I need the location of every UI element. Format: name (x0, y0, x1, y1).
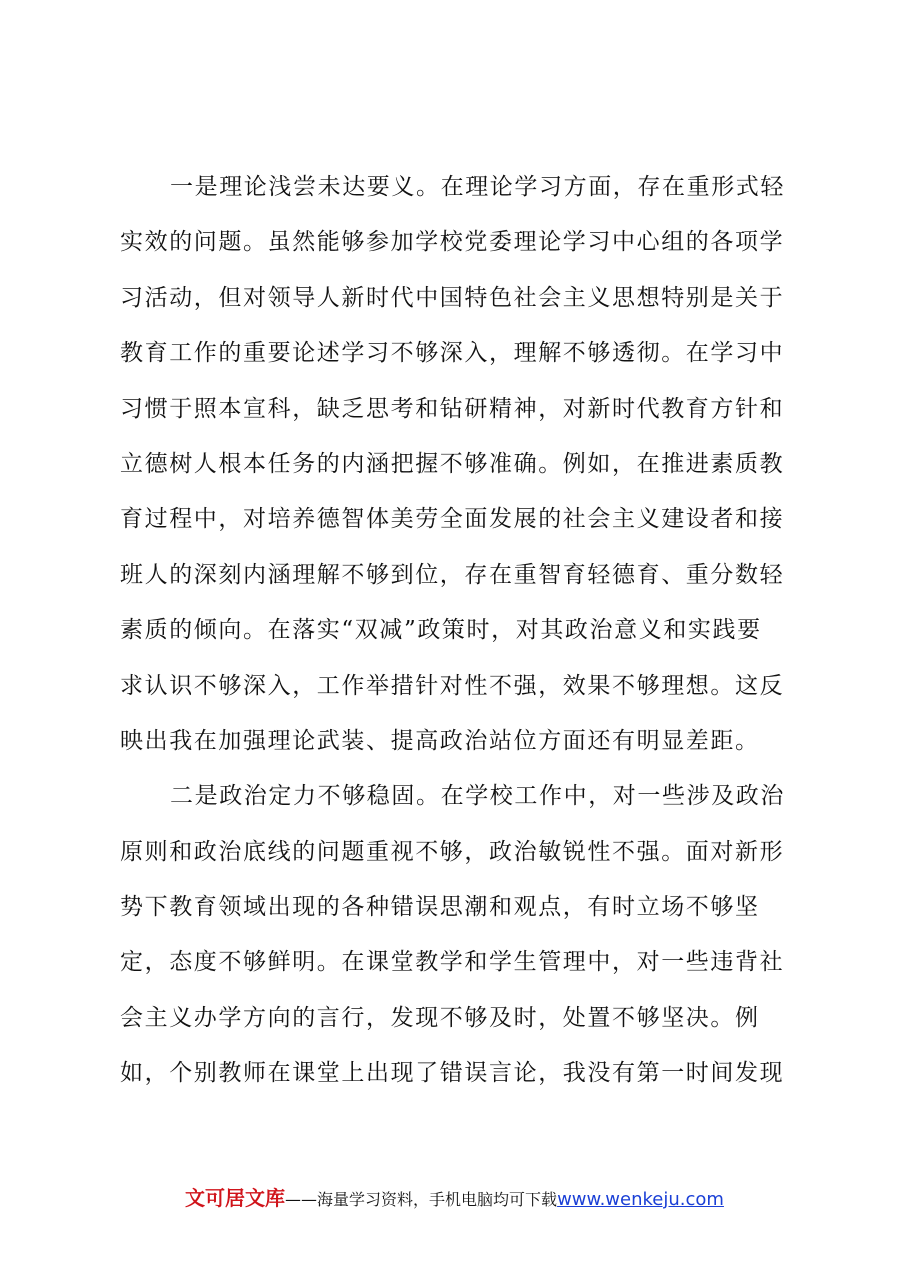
footer-slogan: ——海量学习资料，手机电脑均可下载 (285, 1190, 558, 1209)
paragraph-1-line: 实效的问题。虽然能够参加学校党委理论学习中心组的各项学 (120, 229, 785, 256)
paragraph-2-line: 会主义办学方向的言行，发现不够及时，处置不够坚决。例 (120, 1004, 760, 1031)
paragraph-1-line: 育过程中，对培养德智体美劳全面发展的社会主义建设者和接 (120, 506, 785, 533)
paragraph-1-line: 映出我在加强理论武装、提高政治站位方面还有明显差距。 (120, 727, 760, 754)
paragraph-1-line: 求认识不够深入，工作举措针对性不强，效果不够理想。这反 (120, 672, 785, 699)
footer-brand: 文可居文库 (185, 1186, 286, 1210)
paragraph-2-line: 定，态度不够鲜明。在课堂教学和学生管理中，对一些违背社 (120, 949, 785, 976)
paragraph-2-line: 势下教育领域出现的各种错误思潮和观点，有时立场不够坚 (120, 894, 760, 921)
paragraph-2-line: 二是政治定力不够稳固。在学校工作中，对一些涉及政治 (170, 783, 785, 810)
footer-banner (0, 1182, 909, 1211)
footer-site-link[interactable]: www.wenkeju.com (557, 1189, 724, 1210)
document-body (120, 160, 785, 1102)
paragraph-1-line: 习活动，但对领导人新时代中国特色社会主义思想特别是关于 (120, 284, 785, 311)
paragraph-1-line: 班人的深刻内涵理解不够到位，存在重智育轻德育、重分数轻 (120, 561, 785, 588)
paragraph-1-line: 教育工作的重要论述学习不够深入，理解不够透彻。在学习中 (120, 340, 785, 367)
paragraph-1-line: 习惯于照本宣科，缺乏思考和钻研精神，对新时代教育方针和 (120, 395, 785, 422)
paragraph-1-line: 一是理论浅尝未达要义。在理论学习方面，存在重形式轻 (170, 174, 785, 200)
paragraph-2-line: 如，个别教师在课堂上出现了错误言论，我没有第一时间发现 (120, 1060, 785, 1087)
paragraph-1-line: 立德树人根本任务的内涵把握不够准确。例如，在推进素质教 (120, 450, 785, 477)
paragraph-1-line: 素质的倾向。在落实“双减”政策时，对其政治意义和实践要 (120, 617, 762, 644)
paragraph-2-line: 原则和政治底线的问题重视不够，政治敏锐性不强。面对新形 (120, 838, 785, 865)
